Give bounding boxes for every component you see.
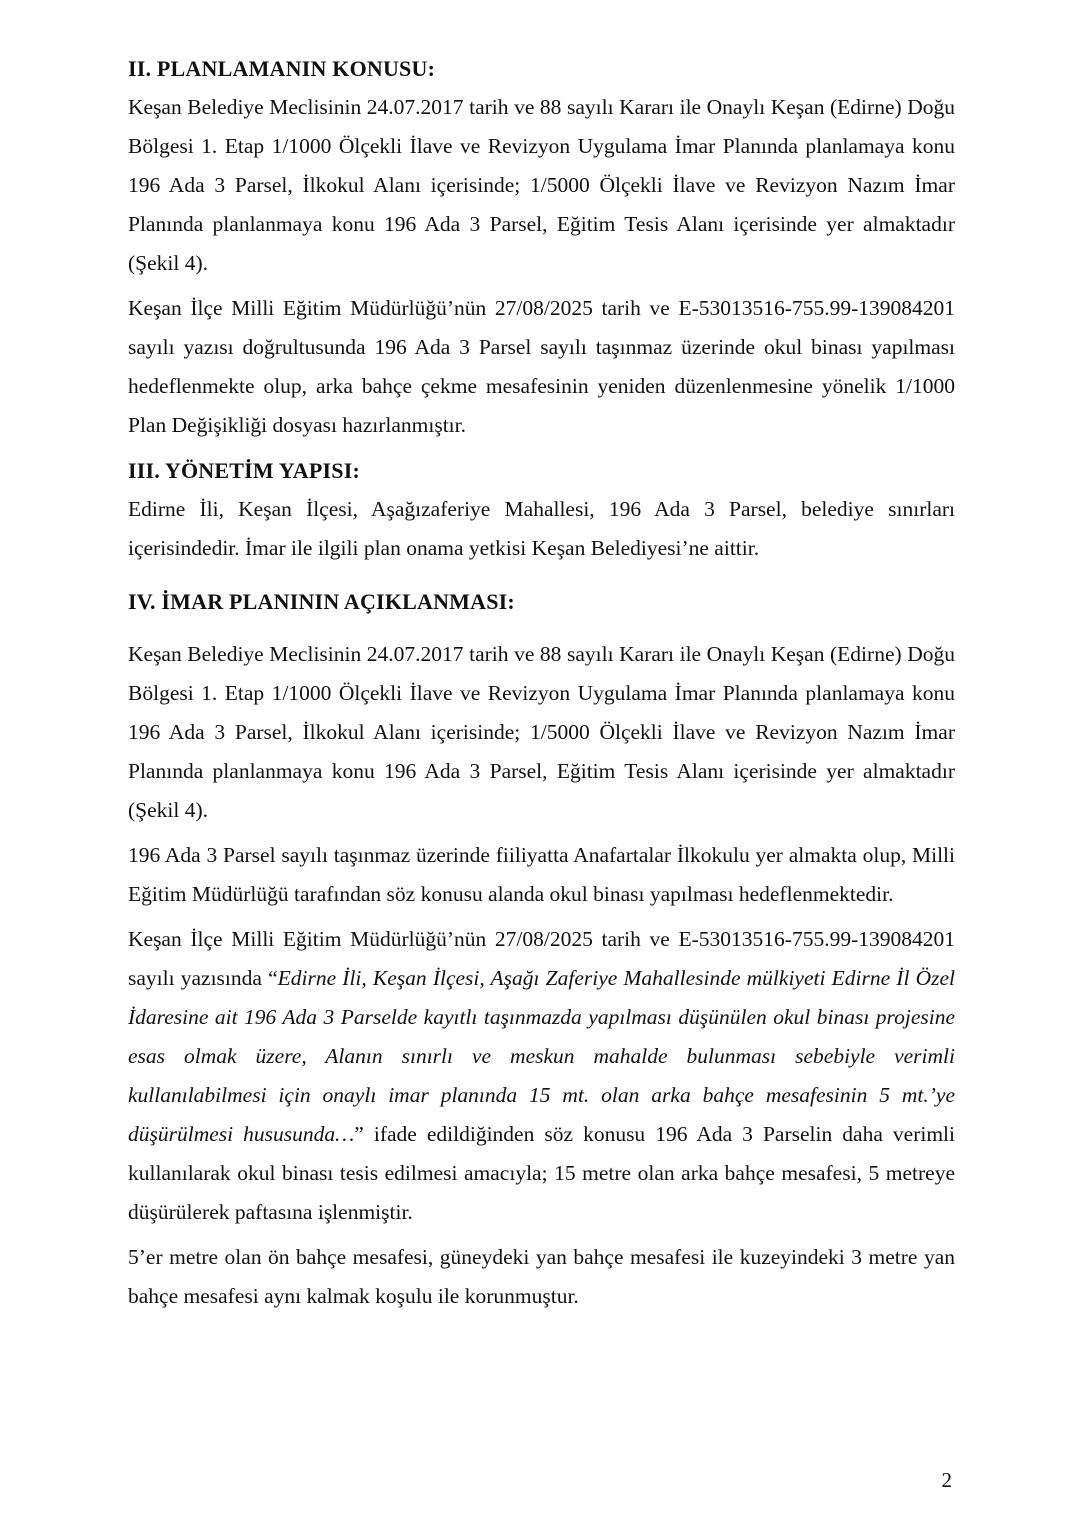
paragraph-imar-onayli-plan: Keşan Belediye Meclisinin 24.07.2017 tarih ve 88 sayılı Kararı ile Onaylı Keşan (Edirne) Doğu Bölgesi 1. Etap 1/1000 Ölçekli İlave ve Revizyon Uygulama İmar Planında planlamaya konu 196 Ada 3 Parsel, İlkokul Alanı içerisinde; 1/5000 Ölçekli İlave ve Revizyon Nazım İmar Planında planlanmaya konu 196 Ada 3 Parsel, Eğitim Tesis Alanı içerisinde yer almaktadır (Şekil 4). bbox=[128, 642, 955, 822]
section-heading-yonetim-yapisi: III. YÖNETİM YAPISI: bbox=[128, 458, 360, 483]
paragraph-milli-egitim-yazisi: Keşan İlçe Milli Eğitim Müdürlüğü’nün 27/08/2025 tarih ve E-53013516-755.99-139084201 sayılı yazısı doğrultusunda 196 Ada 3 Parsel sayılı taşınmaz üzerinde okul binası yapılması hedeflenmekte olup, arka bahçe çekme mesafesinin yeniden düzenlenmesine yönelik 1/1000 Plan Değişikliği dosyası hazırlanmıştır. bbox=[128, 296, 955, 437]
quoted-text: Edirne İli, Keşan İlçesi, Aşağı Zaferiye Mahallesinde mülkiyeti Edirne İl Özel İdaresine ait 196 Ada 3 Parselde kayıtlı taşınmazda yapılması düşünülen okul binası projesine esas olmak üzere, Alanın sınırlı ve meskun mahalde bulunması sebebiyle verimli kullanılabilmesi için onaylı imar planında 15 mt. olan arka bahçe mesafesinin 5 mt.’ye düşürülmesi hususunda… bbox=[128, 966, 955, 1146]
section-heading-imar-planinin-aciklanmasi: IV. İMAR PLANININ AÇIKLANMASI: bbox=[128, 589, 515, 614]
paragraph-bahce-mesafeleri: 5’er metre olan ön bahçe mesafesi, güneydeki yan bahçe mesafesi ile kuzeyindeki 3 metre yan bahçe mesafesi aynı kalmak koşulu ile korunmuştur. bbox=[128, 1245, 955, 1308]
paragraph-planlama-onayli-plan: Keşan Belediye Meclisinin 24.07.2017 tarih ve 88 sayılı Kararı ile Onaylı Keşan (Edirne) Doğu Bölgesi 1. Etap 1/1000 Ölçekli İlave ve Revizyon Uygulama İmar Planında planlamaya konu 196 Ada 3 Parsel, İlkokul Alanı içerisinde; 1/5000 Ölçekli İlave ve Revizyon Nazım İmar Planında planlanmaya konu 196 Ada 3 Parsel, Eğitim Tesis Alanı içerisinde yer almaktadır (Şekil 4). bbox=[128, 95, 955, 275]
page-number: 2 bbox=[941, 1468, 952, 1492]
paragraph-anafartalar-ilkokulu: 196 Ada 3 Parsel sayılı taşınmaz üzerinde fiiliyatta Anafartalar İlkokulu yer almakta olup, Milli Eğitim Müdürlüğü tarafından söz konusu alanda okul binası yapılması hedeflenmektedir. bbox=[128, 843, 955, 906]
quote-prefix: Keşan İlçe Milli Eğitim Müdürlüğü’nün 27/08/2025 tarih ve E-53013516-755.99-139084201 sayılı yazısında “ bbox=[128, 927, 955, 990]
paragraph-yonetim-yapisi: Edirne İli, Keşan İlçesi, Aşağızaferiye Mahallesi, 196 Ada 3 Parsel, belediye sınırları içerisindedir. İmar ile ilgili plan onama yetkisi Keşan Belediyesi’ne aittir. bbox=[128, 497, 955, 560]
paragraph-with-quote bbox=[128, 920, 955, 1232]
document-content bbox=[128, 49, 955, 1322]
section-heading-planlamanin-konusu: II. PLANLAMANIN KONUSU: bbox=[128, 56, 436, 81]
quote-suffix: ” ifade edildiğinden söz konusu 196 Ada 3 Parselin daha verimli kullanılarak okul binası tesis edilmesi amacıyla; 15 metre olan arka bahçe mesafesi, 5 metreye düşürülerek paftasına işlenmiştir. bbox=[128, 1122, 955, 1224]
